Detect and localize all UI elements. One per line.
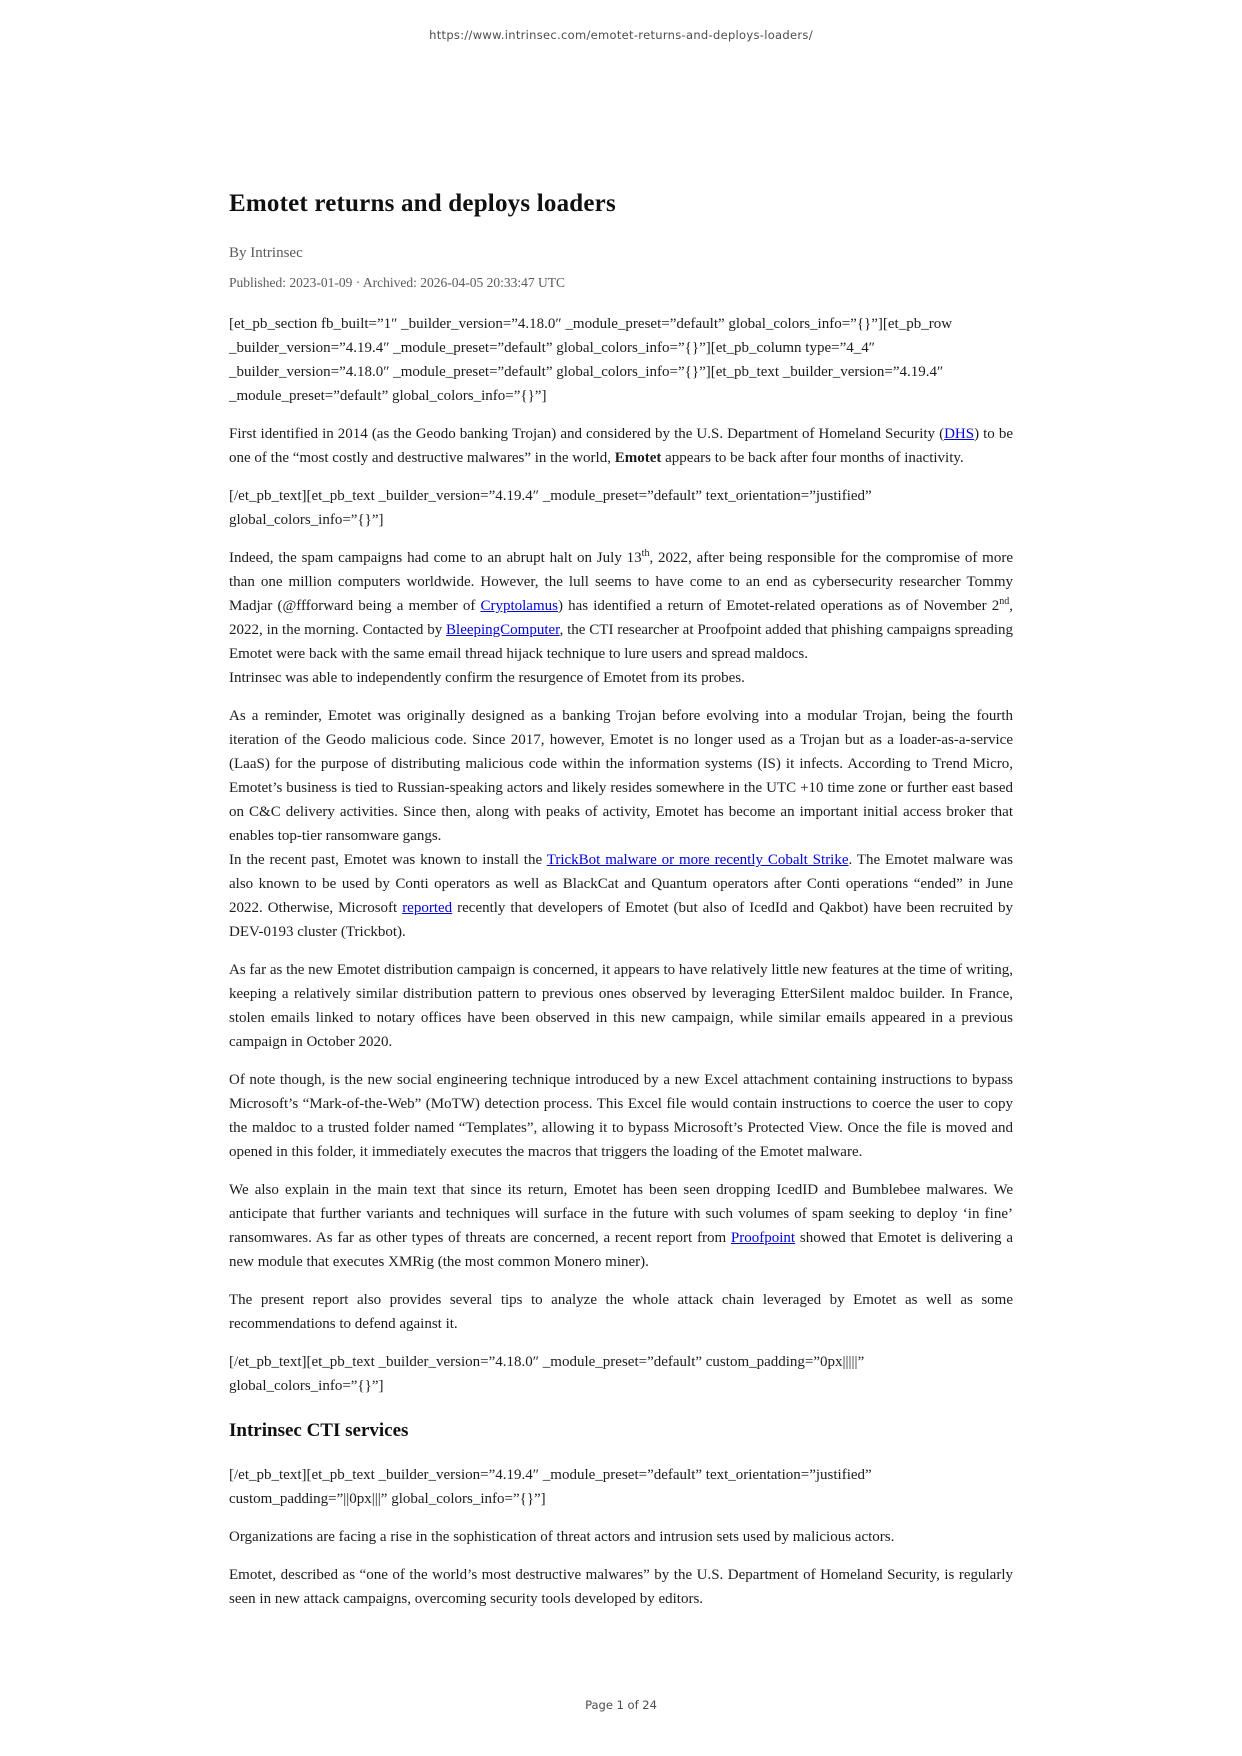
text-run: Emotet, described as “one of the world’s most destructive malwares” by the U.S. Department of Homeland Security, is regularly seen in new attack campaigns, overcoming security tools developed by editors. (229, 1567, 1013, 1607)
text-run: . The Emotet malware was also known to be used by Conti operators as well as BlackCat and Quantum operators after Conti operations “ended” in June 2022. Otherwise, Microsoft (229, 852, 1013, 916)
text-run: , 2022, in the morning. Contacted by (229, 598, 1014, 638)
superscript: th (641, 548, 650, 559)
shortcode-paragraph (229, 484, 1013, 532)
article-byline: By Intrinsec (229, 245, 303, 261)
article-paragraph (229, 1178, 1013, 1274)
shortcode-paragraph (229, 312, 1013, 408)
text-run: [/et_pb_text][et_pb_text _builder_version=”4.19.4″ _module_preset=”default” text_orientation=”justified” global_colors_info=”{}”] (229, 488, 872, 528)
text-run: [/et_pb_text][et_pb_text _builder_version=”4.18.0″ _module_preset=”default” custom_padding=”0px|||||” global_colors_info=”{}”] (229, 1354, 865, 1394)
inline-link[interactable]: reported (402, 900, 453, 916)
text-run: We also explain in the main text that since its return, Emotet has been seen dropping IcedID and Bumblebee malwares. We anticipate that further variants and techniques will surface in the future with such volumes of spam seeking to deploy ‘in fine’ ransomwares. As far as other types of threats are concerned, a recent report from (229, 1182, 1013, 1246)
article-blocks (229, 312, 1013, 1611)
inline-link[interactable]: TrickBot malware or more recently Cobalt Strike (546, 852, 849, 868)
text-run: ) to be one of the “most costly and destructive malwares” in the world, (229, 426, 1013, 466)
article-paragraph (229, 1068, 1013, 1164)
text-run: The present report also provides several tips to analyze the whole attack chain leveraged by Emotet as well as some recommendations to defend against it. (229, 1292, 1013, 1332)
page-header-url: https://www.intrinsec.com/emotet-returns-and-deploys-loaders/ (429, 28, 813, 42)
article-meta-dates: Published: 2023-01-09 · Archived: 2026-04-05 20:33:47 UTC (229, 275, 565, 290)
text-run: recently that developers of Emotet (but also of IcedId and Qakbot) have been recruited by DEV-0193 cluster (Trickbot). (229, 900, 1013, 940)
bold-text: Emotet (614, 450, 662, 466)
text-run: , the CTI researcher at Proofpoint added that phishing campaigns spreading Emotet were back with the same email thread hijack technique to lure users and spread maldocs. (229, 622, 1013, 662)
article (229, 190, 1013, 1625)
text-run: Organizations are facing a rise in the sophistication of threat actors and intrusion sets used by malicious actors. (229, 1529, 895, 1545)
text-run: Of note though, is the new social engineering technique introduced by a new Excel attachment containing instructions to bypass Microsoft’s “Mark-of-the-Web” (MoTW) detection process. This Excel file would contain instructions to coerce the user to copy the maldoc to a trusted folder named “Templates”, allowing it to bypass Microsoft’s Protected View. Once the file is moved and opened in this folder, it immediately executes the macros that triggers the loading of the Emotet malware. (229, 1072, 1013, 1160)
article-paragraph (229, 1288, 1013, 1336)
page-number-footer: Page 1 of 24 (585, 1698, 657, 1712)
text-run: In the recent past, Emotet was known to install the (229, 852, 547, 868)
shortcode-paragraph (229, 1350, 1013, 1398)
text-run: [et_pb_section fb_built=”1″ _builder_version=”4.18.0″ _module_preset=”default” global_colors_info=”{}”][et_pb_row _builder_version=”4.19.4″ _module_preset=”default” global_colors_info=”{}”][et_pb_column type=”4_4″ _builder_version=”4.18.0″ _module_preset=”default” global_colors_info=”{}”][et_pb_text _builder_version=”4.19.4″ _module_preset=”default” global_colors_info=”{}”] (229, 316, 953, 404)
text-run: , 2022, after being responsible for the compromise of more than one million computers worldwide. However, the lull seems to have come to an end as cybersecurity researcher Tommy Madjar (@ffforward being a member of (229, 550, 1013, 614)
inline-link[interactable]: Proofpoint (730, 1230, 796, 1246)
inline-link[interactable]: DHS (944, 426, 975, 442)
text-run: showed that Emotet is delivering a new module that executes XMRig (the most common Monero miner). (229, 1230, 1013, 1270)
text-run: ) has identified a return of Emotet-related operations as of November 2 (557, 598, 1000, 614)
text-run: [/et_pb_text][et_pb_text _builder_version=”4.19.4″ _module_preset=”default” text_orientation=”justified” custom_padding=”||0px|||” global_colors_info=”{}”] (229, 1467, 872, 1507)
article-paragraph (229, 1525, 1013, 1549)
text-run: First identified in 2014 (as the Geodo banking Trojan) and considered by the U.S. Department of Homeland Security ( (229, 426, 945, 442)
shortcode-paragraph (229, 1463, 1013, 1511)
superscript: nd (999, 596, 1010, 607)
article-paragraph (229, 704, 1013, 944)
article-paragraph (229, 546, 1013, 690)
text-run: As a reminder, Emotet was originally designed as a banking Trojan before evolving into a modular Trojan, being the fourth iteration of the Geodo malicious code. Since 2017, however, Emotet is no longer used as a Trojan but as a loader-as-a-service (LaaS) for the purpose of distributing malicious code within the information systems (IS) it infects. According to Trend Micro, Emotet’s business is tied to Russian-speaking actors and likely resides somewhere in the UTC +10 time zone or further east based on C&C delivery activities. Since then, along with peaks of activity, Emotet has become an important initial access broker that enables top-tier ransomware gangs. (229, 708, 1013, 844)
inline-link[interactable]: Cryptolamus (480, 598, 558, 614)
text-run: appears to be back after four months of inactivity. (661, 450, 964, 466)
inline-link[interactable]: BleepingComputer (446, 622, 560, 638)
text-run: Indeed, the spam campaigns had come to an abrupt halt on July 13 (229, 550, 642, 566)
text-run: As far as the new Emotet distribution campaign is concerned, it appears to have relatively little new features at the time of writing, keeping a relatively similar distribution pattern to previous ones observed by leveraging EtterSilent maldoc builder. In France, stolen emails linked to notary offices have been observed in this new campaign, while similar emails appeared in a previous campaign in October 2020. (229, 962, 1013, 1050)
page-title: Emotet returns and deploys loaders (229, 190, 616, 217)
article-paragraph (229, 1563, 1013, 1611)
text-run: Intrinsec was able to independently confirm the resurgence of Emotet from its probes. (229, 670, 745, 686)
article-paragraph (229, 958, 1013, 1054)
section-heading: Intrinsec CTI services (229, 1420, 409, 1441)
article-paragraph (229, 422, 1013, 470)
